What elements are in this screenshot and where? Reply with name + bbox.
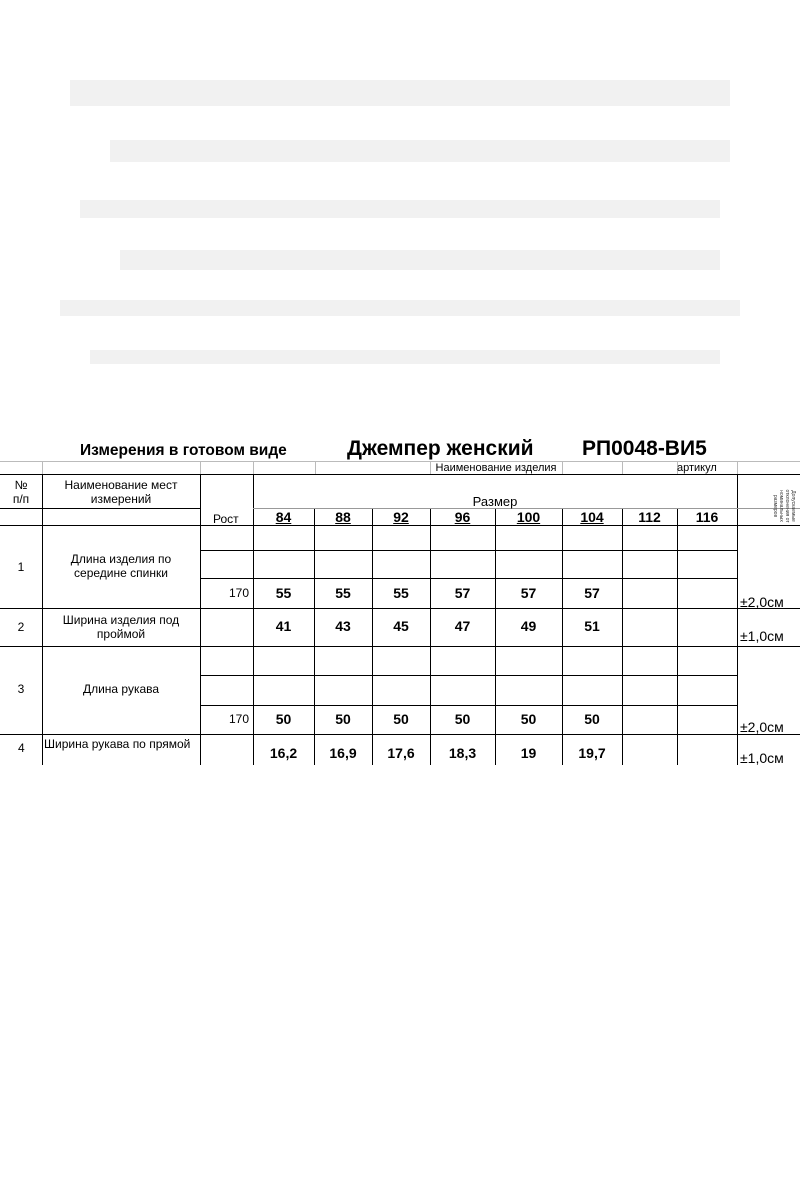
row-value: 50 [520, 711, 537, 727]
row-value: 45 [393, 618, 409, 634]
row-value: 57 [520, 585, 537, 601]
row-name: Ширина рукава по прямой [44, 737, 191, 751]
size-header: 96 [454, 509, 471, 525]
size-header: 88 [335, 509, 351, 525]
column-header-name: Наименование мест измерений [64, 478, 178, 506]
size-header: 92 [393, 509, 409, 525]
row-value: 50 [393, 711, 409, 727]
measurement-sheet [0, 432, 800, 765]
size-header: 104 [580, 509, 604, 525]
row-value: 47 [454, 618, 471, 634]
row-value: 55 [335, 585, 351, 601]
row-value: 49 [520, 618, 537, 634]
row-value: 17,6 [387, 745, 415, 761]
row-name: Длина рукава [82, 682, 160, 696]
product-name: Джемпер женский [347, 437, 534, 460]
row-value: 41 [275, 618, 292, 634]
row-value: 16,9 [329, 745, 357, 761]
size-header: 100 [516, 509, 541, 525]
row-value: 19,7 [578, 745, 606, 761]
row-tolerance: ±1,0см [740, 750, 784, 765]
faded-background-lines [0, 0, 800, 430]
row-value: 50 [454, 711, 471, 727]
row-tolerance: ±2,0см [740, 719, 784, 735]
row-value: 57 [454, 585, 471, 601]
row-num: 3 [17, 682, 25, 696]
size-header: 84 [275, 509, 292, 525]
column-header-tolerance: Допускаемые отклонения от номинальных размеров [772, 489, 796, 523]
size-header: 116 [695, 509, 719, 525]
row-value: 55 [275, 585, 292, 601]
column-header-size: Размер [472, 494, 518, 509]
sheet-title: Измерения в готовом виде [80, 442, 287, 459]
row-num: 1 [17, 560, 25, 574]
row-value: 57 [584, 585, 600, 601]
row-num: 4 [18, 741, 25, 755]
row-height: 170 [229, 586, 250, 600]
row-tolerance: ±2,0см [740, 594, 784, 610]
column-header-height: Рост [213, 512, 239, 526]
article-code: РП0048-ВИ5 [582, 437, 707, 460]
row-name: Ширина изделия под проймой [62, 613, 180, 641]
product-label: Наименование изделия [435, 462, 557, 474]
size-header: 112 [638, 509, 661, 525]
row-value: 50 [584, 711, 600, 727]
row-value: 50 [275, 711, 292, 727]
article-label: артикул [677, 462, 717, 474]
row-value: 16,2 [269, 745, 298, 761]
row-value: 19 [520, 745, 537, 761]
row-value: 43 [335, 618, 351, 634]
column-header-num: № п/п [12, 478, 30, 506]
row-value: 18,3 [448, 745, 477, 761]
row-name: Длина изделия по середине спинки [70, 552, 172, 580]
row-tolerance: ±1,0см [740, 628, 784, 644]
row-num: 2 [17, 620, 25, 634]
row-value: 51 [584, 618, 600, 634]
row-value: 55 [393, 585, 409, 601]
row-value: 50 [335, 711, 351, 727]
row-height: 170 [229, 712, 250, 726]
